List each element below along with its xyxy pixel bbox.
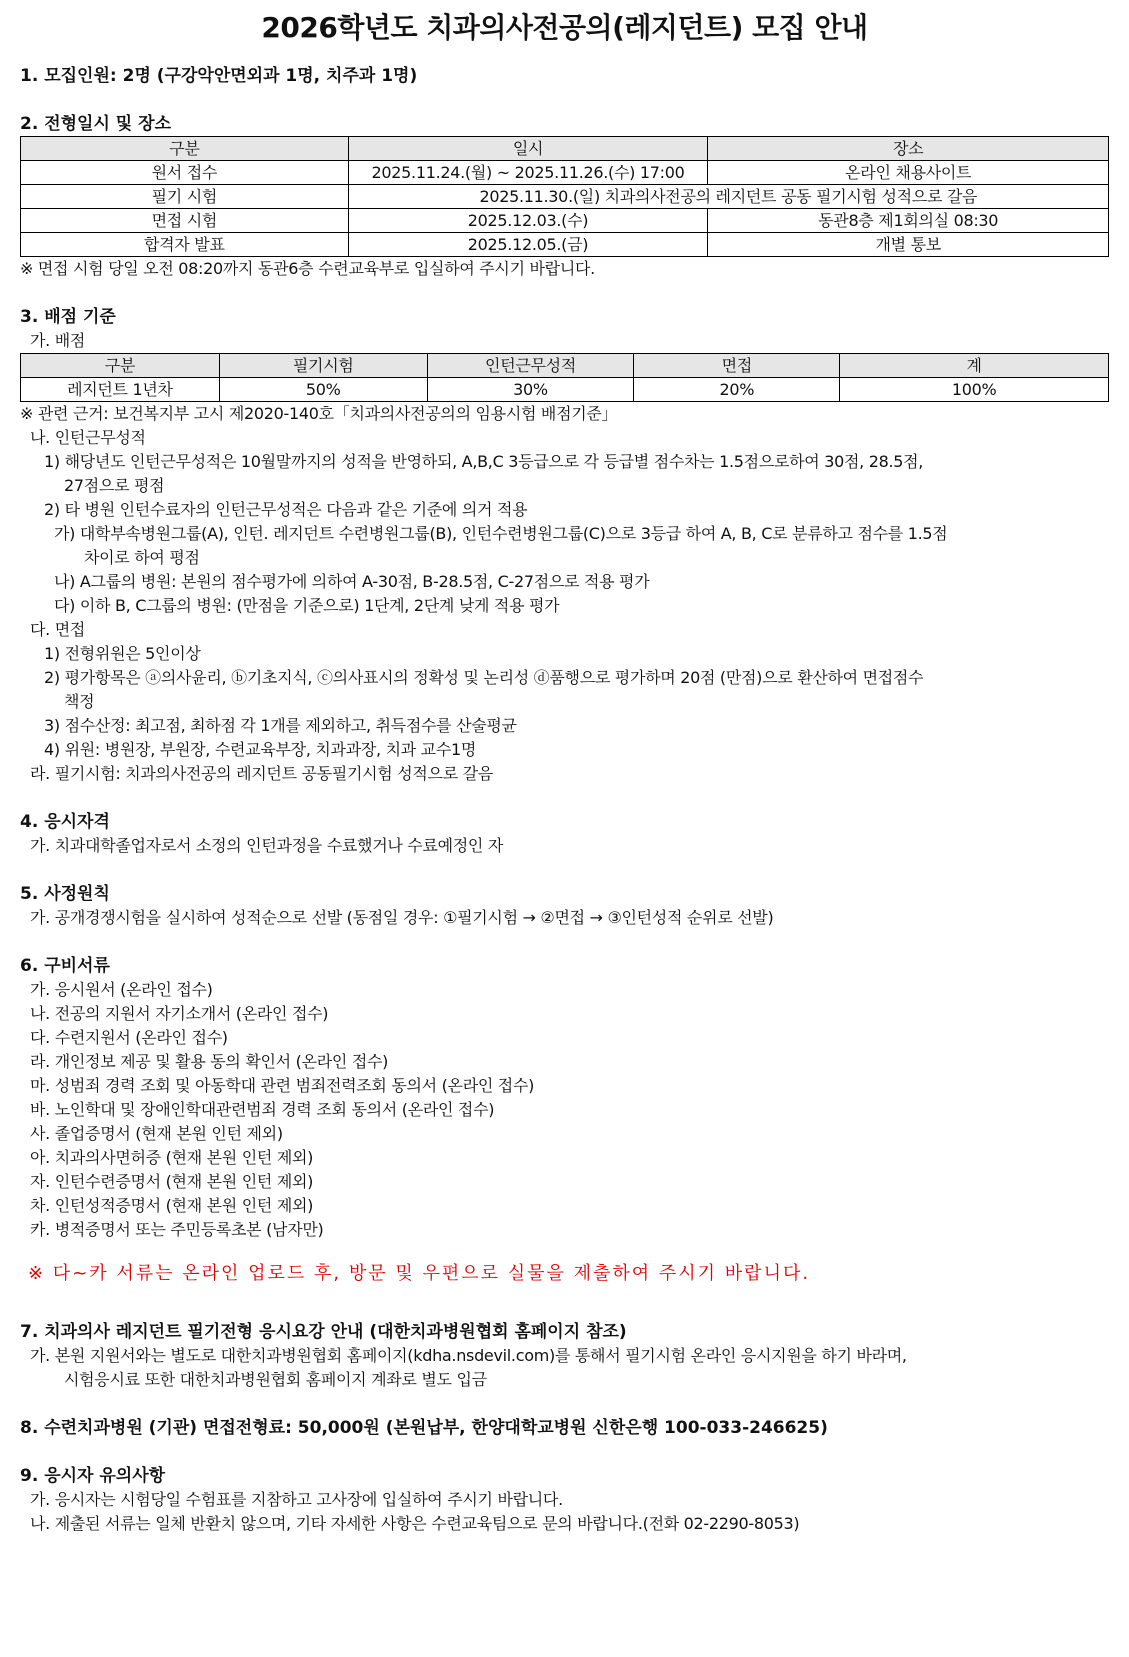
list-item: 다. 수련지원서 (온라인 접수) [30,1028,228,1047]
table-cell: 온라인 채용사이트 [708,161,1109,185]
selection-item: 가. 공개경쟁시험을 실시하여 성적순으로 선발 (동점일 경우: ①필기시험 → ②면접 → ③인턴성적 순위로 선발) [30,908,774,927]
list-item: 라. 개인정보 제공 및 활용 동의 확인서 (온라인 접수) [30,1052,389,1071]
table-header-cell: 필기시험 [219,354,427,378]
eligibility-item: 가. 치과대학졸업자로서 소정의 인턴과정을 수료했거나 수료예정인 자 [30,836,504,855]
section-9-heading: 9. 응시자 유의사항 [20,1466,166,1486]
list-item: 자. 인턴수련증명서 (현재 본원 인턴 제외) [30,1172,314,1191]
table-cell: 30% [427,378,634,402]
list-item: 사. 졸업증명서 (현재 본원 인턴 제외) [30,1124,283,1143]
table-cell: 면접 시험 [21,209,349,233]
table-cell: 2025.11.30.(일) 치과의사전공의 레지던트 공동 필기시험 성적으로 갈음 [348,185,1108,209]
list-item: 마. 성범죄 경력 조회 및 아동학대 관련 범죄전력조회 동의서 (온라인 접수) [30,1076,535,1095]
section-8-heading: 8. 수련치과병원 (기관) 면접전형료: 50,000원 (본원납부, 한양대학교병원 신한은행 100-033-246625) [20,1418,828,1438]
table-cell: 필기 시험 [21,185,349,209]
schedule-table [20,136,1109,257]
table-header-cell: 일시 [348,137,708,161]
documents-warning-note: ※ 다~카 서류는 온라인 업로드 후, 방문 및 우편으로 실물을 제출하여 주시기 바랍니다. [28,1263,811,1284]
section-7-heading: 7. 치과의사 레지던트 필기전형 응시요강 안내 (대한치과병원협회 홈페이지 참조) [20,1322,627,1342]
table-cell: 100% [840,378,1109,402]
table-cell: 동관8층 제1회의실 08:30 [708,209,1109,233]
caution-item-2: 나. 제출된 서류는 일체 반환치 않으며, 기타 자세한 사항은 수련교육팀으로 문의 바랍니다.(전화 02-2290-8053) [30,1514,800,1533]
table-cell: 원서 접수 [21,161,349,185]
written-guide-item: 가. 본원 지원서와는 별도로 대한치과병원협회 홈페이지(kdha.nsdevil.com)를 통해서 필기시험 온라인 응시지원을 하기 바라며, [30,1346,907,1365]
intern-item-1: 1) 해당년도 인턴근무성적은 10월말까지의 성적을 반영하되, A,B,C 3등급으로 각 등급별 점수차는 1.5점으로하여 30점, 28.5점, [44,452,924,471]
section-4-heading: 4. 응시자격 [20,812,110,832]
list-item: 아. 치과의사면허증 (현재 본원 인턴 제외) [30,1148,314,1167]
interview-item-3: 3) 점수산정: 최고점, 최하점 각 1개를 제외하고, 취득점수를 산술평균 [44,716,517,735]
page-title: 2026학년도 치과의사전공의(레지던트) 모집 안내 [261,11,868,44]
table-header-cell: 구분 [21,354,220,378]
table-header-row [21,354,1109,378]
table-cell: 2025.12.05.(금) [348,233,708,257]
table-row [21,378,1109,402]
caution-item-1: 가. 응시자는 시험당일 수험표를 지참하고 고사장에 입실하여 주시기 바랍니다. [30,1490,563,1509]
list-item: 차. 인턴성적증명서 (현재 본원 인턴 제외) [30,1196,314,1215]
section-5-heading: 5. 사정원칙 [20,884,110,904]
table-cell: 2025.11.24.(월) ~ 2025.11.26.(수) 17:00 [348,161,708,185]
table-cell: 50% [219,378,427,402]
intern-item-1-cont: 27점으로 평점 [64,476,165,495]
interview-item-2-cont: 책정 [64,692,95,711]
intern-subheading: 나. 인턴근무성적 [30,428,146,447]
table-header-cell: 장소 [708,137,1109,161]
table-cell: 합격자 발표 [21,233,349,257]
table-cell: 2025.12.03.(수) [348,209,708,233]
score-note: ※ 관련 근거: 보건복지부 고시 제2020-140호「치과의사전공의의 임용시험 배점기준」 [20,404,618,423]
intern-item-2: 2) 타 병원 인턴수료자의 인턴근무성적은 다음과 같은 기준에 의거 적용 [44,500,528,519]
written-guide-item-cont: 시험응시료 또한 대한치과병원협회 홈페이지 계좌로 별도 입금 [64,1370,487,1389]
table-cell: 20% [634,378,840,402]
interview-item-4: 4) 위원: 병원장, 부원장, 수련교육부장, 치과과장, 치과 교수1명 [44,740,477,759]
table-header-cell: 계 [840,354,1109,378]
table-row [21,233,1109,257]
table-cell: 개별 통보 [708,233,1109,257]
intern-item-2-ga: 가) 대학부속병원그룹(A), 인턴. 레지던트 수련병원그룹(B), 인턴수련병원그룹(C)으로 3등급 하여 A, B, C로 분류하고 점수를 1.5점 [54,524,948,543]
table-row [21,185,1109,209]
schedule-note: ※ 면접 시험 당일 오전 08:20까지 동관6층 수련교육부로 입실하여 주시기 바랍니다. [20,259,595,278]
intern-item-2-na: 나) A그룹의 병원: 본원의 점수평가에 의하여 A-30점, B-28.5점, C-27점으로 적용 평가 [54,572,650,591]
table-header-cell: 인턴근무성적 [427,354,634,378]
interview-subheading: 다. 면접 [30,620,86,639]
list-item: 카. 병적증명서 또는 주민등록초본 (남자만) [30,1220,324,1239]
section-2-heading: 2. 전형일시 및 장소 [20,114,171,134]
intern-item-2-ga-cont: 차이로 하여 평점 [84,548,200,567]
table-row [21,209,1109,233]
score-table [20,353,1109,402]
table-header-row [21,137,1109,161]
section-1-heading: 1. 모집인원: 2명 (구강악안면외과 1명, 치주과 1명) [20,66,418,86]
list-item: 나. 전공의 지원서 자기소개서 (온라인 접수) [30,1004,329,1023]
interview-item-1: 1) 전형위원은 5인이상 [44,644,201,663]
section-6-heading: 6. 구비서류 [20,956,110,976]
table-row [21,161,1109,185]
list-item: 가. 응시원서 (온라인 접수) [30,980,213,999]
documents-list [20,978,1109,1242]
table-header-cell: 구분 [21,137,349,161]
table-header-cell: 면접 [634,354,840,378]
score-subheading: 가. 배점 [30,331,86,350]
interview-item-2: 2) 평가항목은 ⓐ의사윤리, ⓑ기초지식, ⓒ의사표시의 정확성 및 논리성 ⓓ품행으로 평가하며 20점 (만점)으로 환산하여 면접점수 [44,668,924,687]
intern-item-2-da: 다) 이하 B, C그룹의 병원: (만점을 기준으로) 1단계, 2단계 낮게 적용 평가 [54,596,560,615]
table-cell: 레지던트 1년차 [21,378,220,402]
section-3-heading: 3. 배점 기준 [20,307,116,327]
written-exam-subheading: 라. 필기시험: 치과의사전공의 레지던트 공동필기시험 성적으로 갈음 [30,764,493,783]
list-item: 바. 노인학대 및 장애인학대관련범죄 경력 조회 동의서 (온라인 접수) [30,1100,495,1119]
